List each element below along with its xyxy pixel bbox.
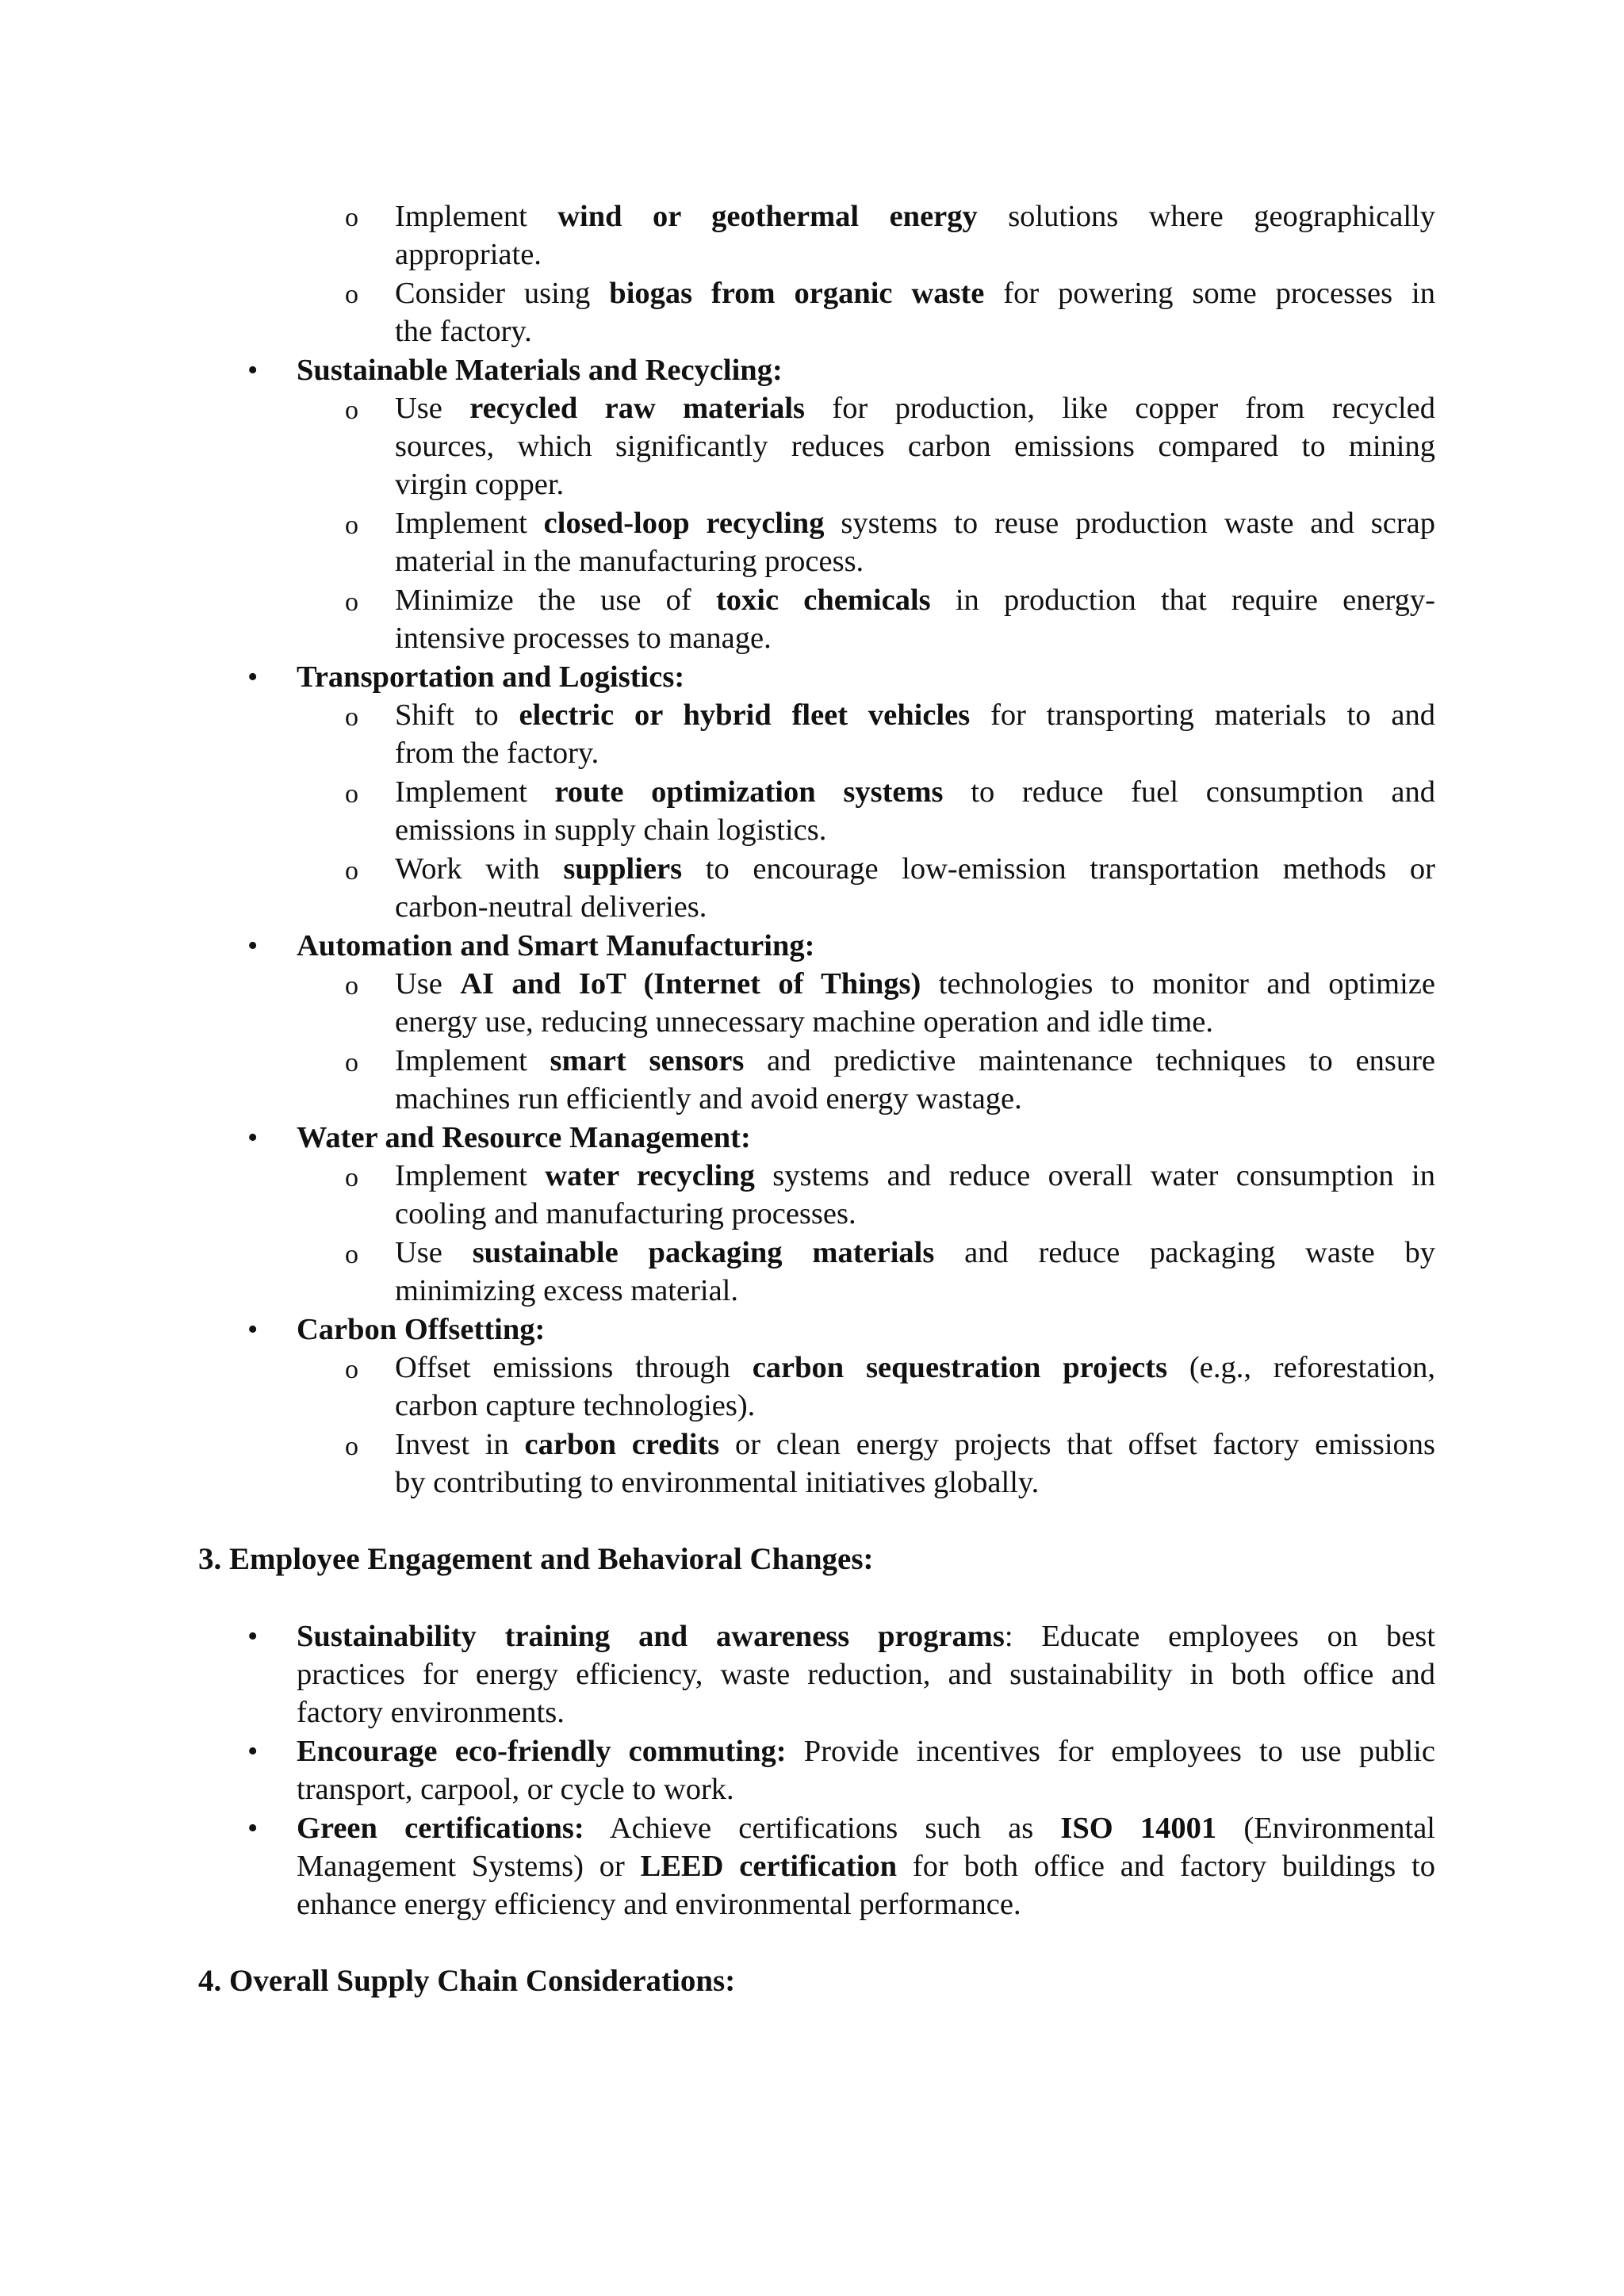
bullet-marker: • <box>247 1812 259 1845</box>
bullet-marker: • <box>247 660 259 694</box>
sub-bullet-marker: o <box>345 1163 358 1192</box>
sub-bullet-marker: o <box>345 1048 358 1077</box>
heading-automation: Automation and Smart Manufacturing: <box>297 929 815 962</box>
sub-item-toxic-cont: intensive processes to manage. <box>395 622 772 655</box>
sub-item-packaging: Use sustainable packaging materials and reduce packaging waste by <box>395 1236 1436 1269</box>
sub-item-carbon-credits: Invest in carbon credits or clean energy projects that offset factory emissions <box>395 1428 1435 1461</box>
sub-bullet-marker: o <box>345 203 358 232</box>
item-green-cert: Green certifications: Achieve certifications such as ISO 14001 (Environmental <box>297 1812 1435 1845</box>
item-training: Sustainability training and awareness programs: Educate employees on best <box>297 1620 1435 1653</box>
sub-bullet-marker: o <box>345 1432 358 1461</box>
sub-item-ai-iot: Use AI and IoT (Internet of Things) technologies to monitor and optimize <box>395 967 1435 1001</box>
item-green-cert-cont2: enhance energy efficiency and environmental performance. <box>297 1888 1021 1921</box>
sub-item-closed-loop: Implement closed-loop recycling systems to reuse production waste and scrap <box>395 507 1435 540</box>
sub-item-packaging-cont: minimizing excess material. <box>395 1274 738 1307</box>
sub-bullet-marker: o <box>345 1355 358 1384</box>
item-commuting-cont: transport, carpool, or cycle to work. <box>297 1773 734 1806</box>
sub-item-sequestration: Offset emissions through carbon sequestration projects (e.g., reforestation, <box>395 1351 1435 1384</box>
item-training-cont2: factory environments. <box>297 1696 565 1729</box>
sub-item-recycled-raw-cont2: virgin copper. <box>395 468 565 501</box>
sub-item-route: Implement route optimization systems to reduce fuel consumption and <box>395 775 1435 809</box>
sub-item-ai-iot-cont: energy use, reducing unnecessary machine operation and idle time. <box>395 1005 1213 1039</box>
heading-water: Water and Resource Management: <box>297 1121 751 1154</box>
sub-bullet-marker: o <box>345 280 358 309</box>
sub-item-closed-loop-cont: material in the manufacturing process. <box>395 545 864 578</box>
sub-item-biogas: Consider using biogas from organic waste for powering some processes in <box>395 277 1435 310</box>
bullet-marker: • <box>247 1620 259 1653</box>
sub-item-smart-sensors: Implement smart sensors and predictive maintenance techniques to ensure <box>395 1044 1435 1077</box>
section-heading-3: 3. Employee Engagement and Behavioral Changes: <box>198 1542 874 1576</box>
sub-item-wind-geothermal-cont: appropriate. <box>395 238 542 271</box>
sub-item-toxic: Minimize the use of toxic chemicals in production that require energy- <box>395 584 1435 617</box>
heading-carbon-offsetting: Carbon Offsetting: <box>297 1313 546 1346</box>
bullet-marker: • <box>247 354 259 387</box>
sub-item-biogas-cont: the factory. <box>395 315 532 348</box>
heading-transportation: Transportation and Logistics: <box>297 660 685 694</box>
sub-bullet-marker: o <box>345 511 358 540</box>
sub-item-smart-sensors-cont: machines run efficiently and avoid energy wastage. <box>395 1082 1022 1115</box>
sub-item-wind-geothermal: Implement wind or geothermal energy solutions where geographically <box>395 200 1435 233</box>
item-commuting: Encourage eco-friendly commuting: Provide incentives for employees to use public <box>297 1735 1435 1768</box>
sub-item-fleet: Shift to electric or hybrid fleet vehicles for transporting materials to and <box>395 698 1435 732</box>
section-heading-4: 4. Overall Supply Chain Considerations: <box>198 1964 736 1998</box>
sub-item-route-cont: emissions in supply chain logistics. <box>395 813 827 847</box>
item-training-cont: practices for energy efficiency, waste reduction, and sustainability in both office and <box>297 1658 1435 1691</box>
bullet-marker: • <box>247 1313 259 1346</box>
sub-bullet-marker: o <box>345 587 358 617</box>
heading-sustainable-materials: Sustainable Materials and Recycling: <box>297 354 783 387</box>
sub-item-sequestration-cont: carbon capture technologies). <box>395 1389 756 1422</box>
sub-item-water-recycling-cont: cooling and manufacturing processes. <box>395 1197 856 1230</box>
sub-bullet-marker: o <box>345 396 358 425</box>
sub-item-water-recycling: Implement water recycling systems and reduce overall water consumption in <box>395 1159 1435 1192</box>
sub-bullet-marker: o <box>345 856 358 886</box>
sub-item-fleet-cont: from the factory. <box>395 737 599 770</box>
bullet-marker: • <box>247 929 259 962</box>
sub-item-suppliers: Work with suppliers to encourage low-emission transportation methods or <box>395 852 1435 886</box>
sub-item-recycled-raw-cont: sources, which significantly reduces carbon emissions compared to mining <box>395 430 1435 463</box>
sub-bullet-marker: o <box>345 779 358 809</box>
sub-bullet-marker: o <box>345 1240 358 1269</box>
bullet-marker: • <box>247 1121 259 1154</box>
bullet-marker: • <box>247 1735 259 1768</box>
item-green-cert-cont: Management Systems) or LEED certification for both office and factory buildings to <box>297 1850 1435 1883</box>
sub-item-recycled-raw: Use recycled raw materials for production, like copper from recycled <box>395 392 1435 425</box>
sub-item-suppliers-cont: carbon-neutral deliveries. <box>395 890 707 924</box>
sub-bullet-marker: o <box>345 702 358 732</box>
sub-bullet-marker: o <box>345 971 358 1001</box>
sub-item-carbon-credits-cont: by contributing to environmental initiatives globally. <box>395 1466 1040 1499</box>
